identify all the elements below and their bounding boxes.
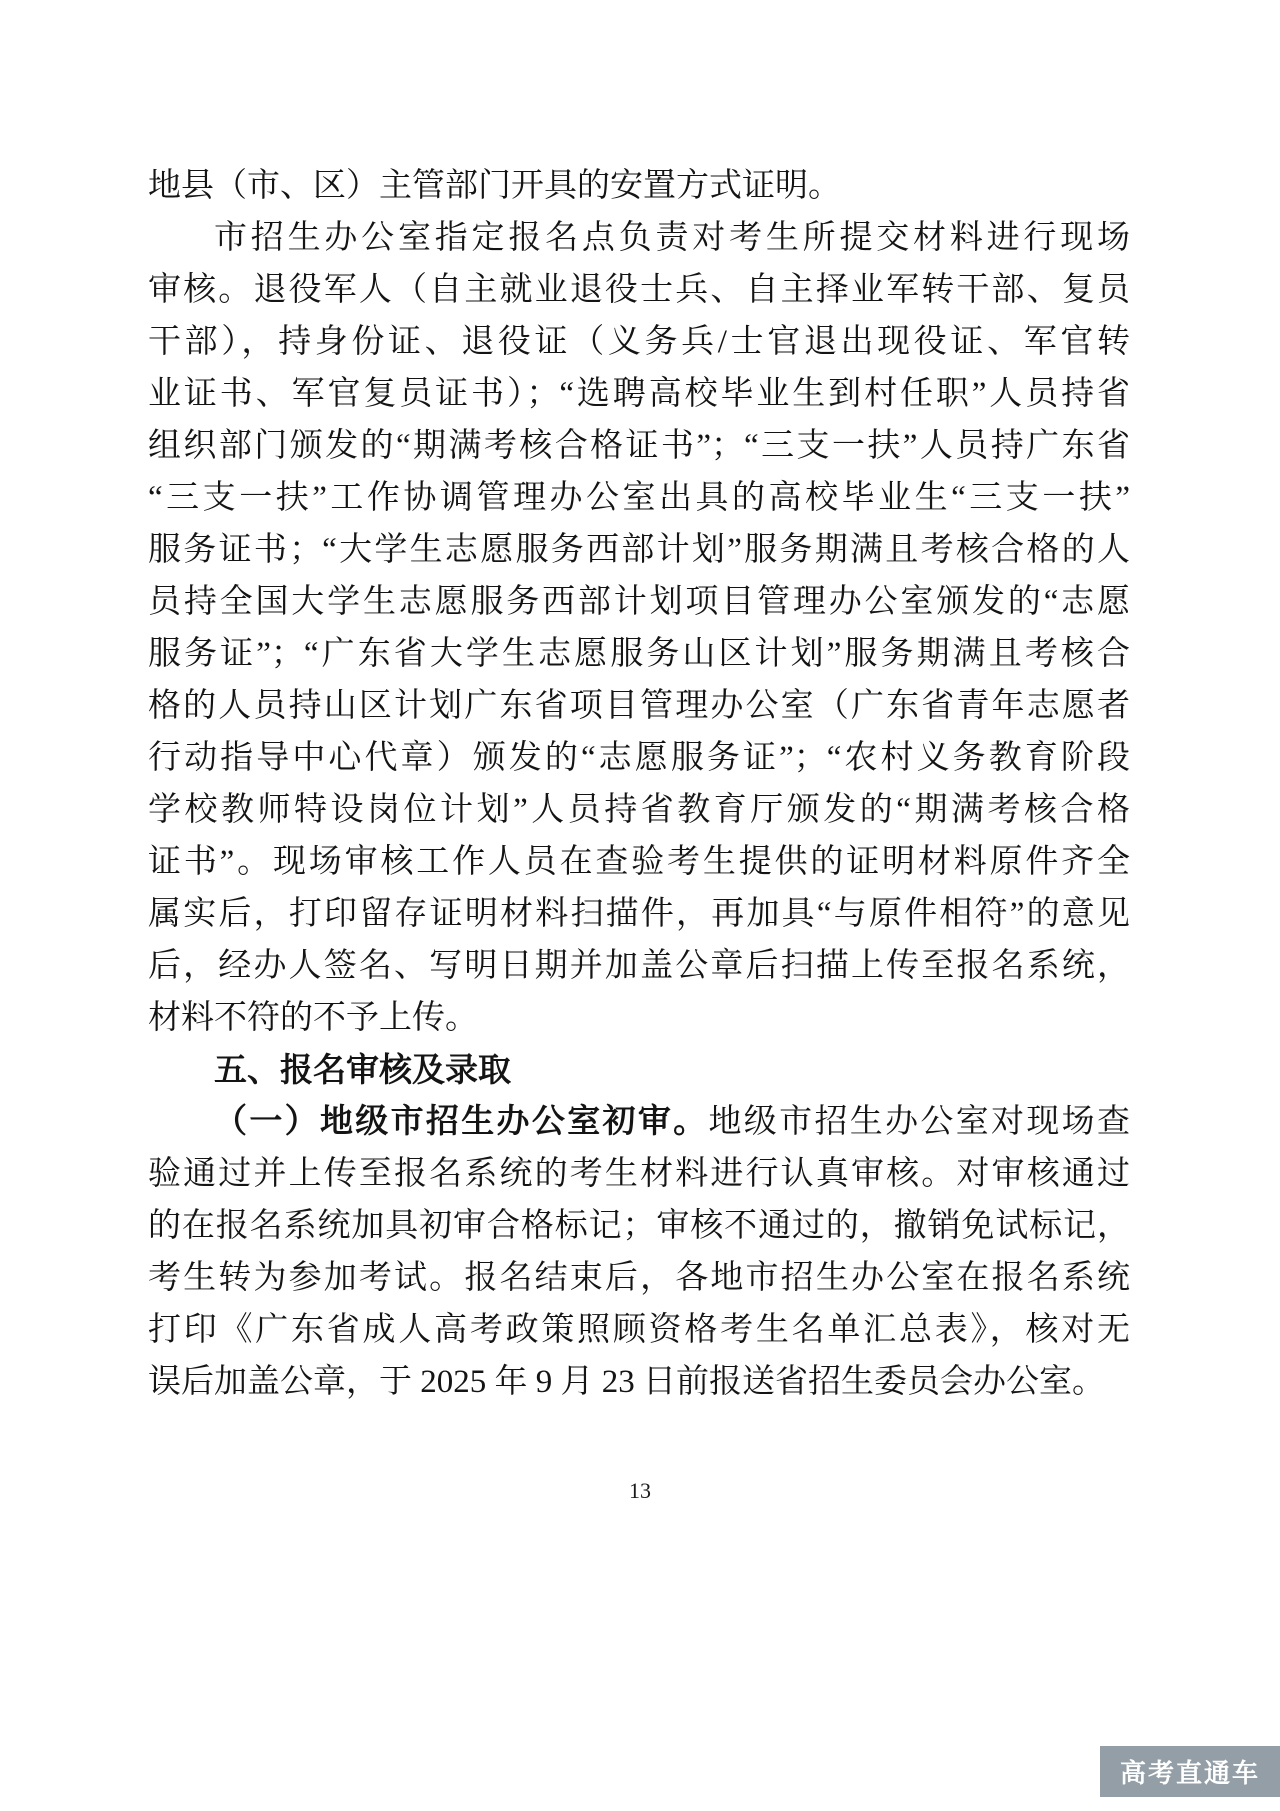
paragraph-line: 属实后，打印留存证明材料扫描件，再加具“与原件相符”的意见 bbox=[148, 896, 1130, 932]
paragraph-line: 证书”。现场审核工作人员在查验考生提供的证明材料原件齐全 bbox=[148, 844, 1130, 880]
paragraph-line: 服务证书；“大学生志愿服务西部计划”服务期满且考核合格的人 bbox=[148, 532, 1130, 568]
paragraph-line: 材料不符的不予上传。 bbox=[148, 1000, 478, 1036]
paragraph-line: 业证书、军官复员证书）；“选聘高校毕业生到村任职”人员持省 bbox=[148, 376, 1130, 412]
clause-title: （一）地级市招生办公室初审。 bbox=[214, 1104, 709, 1140]
paragraph-line: 学校教师特设岗位计划”人员持省教育厅颁发的“期满考核合格 bbox=[148, 792, 1130, 828]
paragraph-continuation-line: 地县（市、区）主管部门开具的安置方式证明。 bbox=[148, 168, 841, 204]
paragraph-line: 后，经办人签名、写明日期并加盖公章后扫描上传至报名系统， bbox=[148, 948, 1130, 984]
paragraph-line: 误后加盖公章，于 2025 年 9 月 23 日前报送省招生委员会办公室。 bbox=[148, 1364, 1105, 1400]
paragraph-line: 市招生办公室指定报名点负责对考生所提交材料进行现场 bbox=[214, 220, 1130, 256]
paragraph-line: 服务证”；“广东省大学生志愿服务山区计划”服务期满且考核合 bbox=[148, 636, 1130, 672]
paragraph-line: 行动指导中心代章）颁发的“志愿服务证”；“农村义务教育阶段 bbox=[148, 740, 1130, 776]
document-body bbox=[148, 160, 1130, 1408]
paragraph-line-text: 地级市招生办公室对现场查 bbox=[708, 1104, 1131, 1140]
section-heading: 五、报名审核及录取 bbox=[214, 1051, 511, 1088]
paragraph-line: 的在报名系统加具初审合格标记；审核不通过的，撤销免试标记， bbox=[148, 1208, 1130, 1244]
paragraph-line: 打印《广东省成人高考政策照顾资格考生名单汇总表》，核对无 bbox=[148, 1312, 1130, 1348]
paragraph-line: “三支一扶”工作协调管理办公室出具的高校毕业生“三支一扶” bbox=[148, 480, 1130, 516]
paragraph-line: 干部），持身份证、退役证（义务兵/士官退出现役证、军官转 bbox=[148, 324, 1130, 360]
paragraph-line: 组织部门颁发的“期满考核合格证书”；“三支一扶”人员持广东省 bbox=[148, 428, 1130, 464]
paragraph-line: 审核。退役军人（自主就业退役士兵、自主择业军转干部、复员 bbox=[148, 272, 1130, 308]
paragraph-line bbox=[148, 1096, 1130, 1148]
paragraph-line: 员持全国大学生志愿服务西部计划项目管理办公室颁发的“志愿 bbox=[148, 584, 1130, 620]
page-number: 13 bbox=[629, 1478, 651, 1503]
watermark-badge: 高考直通车 bbox=[1100, 1746, 1280, 1797]
paragraph-line: 格的人员持山区计划广东省项目管理办公室（广东省青年志愿者 bbox=[148, 688, 1130, 724]
paragraph-line: 考生转为参加考试。报名结束后，各地市招生办公室在报名系统 bbox=[148, 1260, 1130, 1296]
paragraph-line: 验通过并上传至报名系统的考生材料进行认真审核。对审核通过 bbox=[148, 1156, 1130, 1192]
